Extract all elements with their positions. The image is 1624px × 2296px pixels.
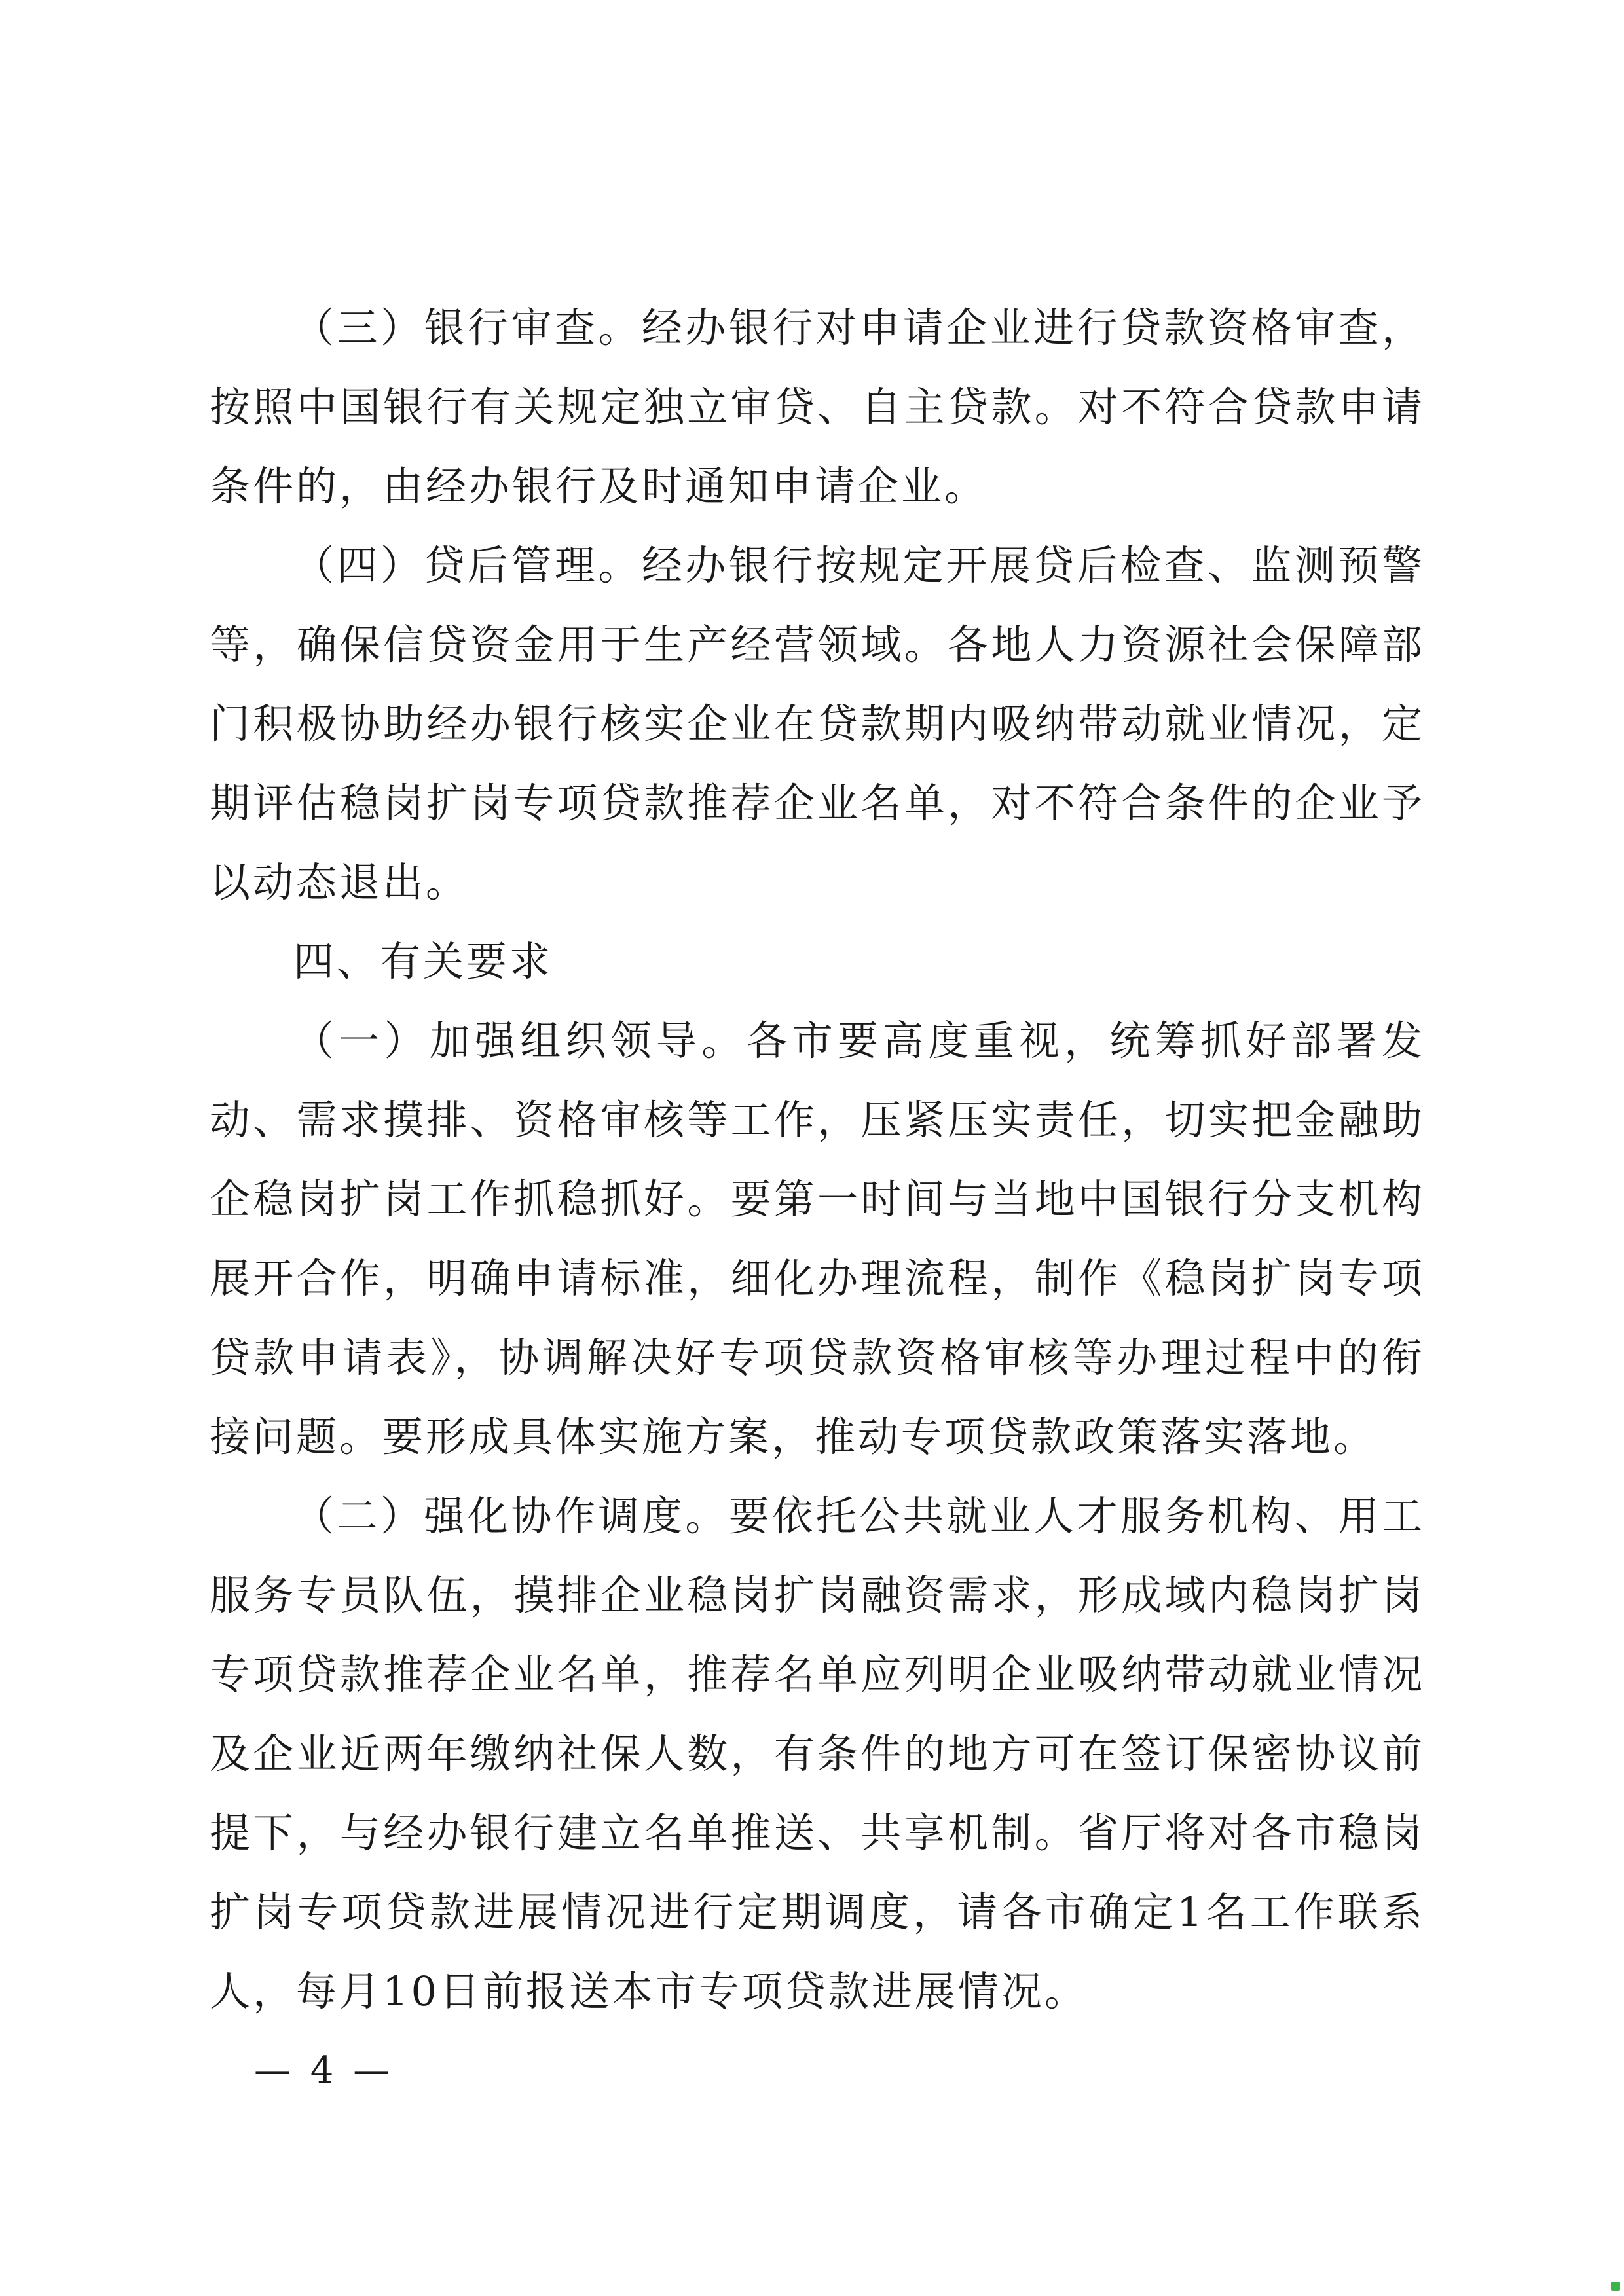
paragraph-coordination-scheduling: （二）强化协作调度。要依托公共就业人才服务机构、用工服务专员队伍，摸排企业稳岗扩岗融资需求，形成域内稳岗扩岗专项贷款推荐企业名单，推荐名单应列明企业吸纳带动就业情况及企业近两年缴纳社保人数，有条件的地方可在签订保密协议前提下，与经办银行建立名单推送、共享机制。省厅将对各市稳岗扩岗专项贷款进展情况进行定期调度，请各市确定1名工作联系人，每月10日前报送本市专项贷款进展情况。 [210,1492,1425,2015]
section-heading-requirements: 四、有关要求 [293,938,553,985]
corner-mark-icon [1611,2282,1620,2291]
paragraph-post-loan-management: （四）贷后管理。经办银行按规定开展贷后检查、监测预警等，确保信贷资金用于生产经营领域。各地人力资源社会保障部门积极协助经办银行核实企业在贷款期内吸纳带动就业情况，定期评估稳岗扩岗专项贷款推荐企业名单，对不符合条件的企业予以动态退出。 [210,541,1425,906]
paragraph-organizational-leadership: （一）加强组织领导。各市要高度重视，统筹抓好部署发动、需求摸排、资格审核等工作，压紧压实责任，切实把金融助企稳岗扩岗工作抓稳抓好。要第一时间与当地中国银行分支机构展开合作，明确申请标准，细化办理流程，制作《稳岗扩岗专项贷款申请表》，协调解决好专项贷款资格审核等办理过程中的衔接问题。要形成具体实施方案，推动专项贷款政策落实落地。 [210,1017,1425,1461]
document-body [210,288,1425,2031]
page-number: — 4 — [254,2049,394,2092]
paragraph-bank-review: （三）银行审查。经办银行对申请企业进行贷款资格审查，按照中国银行有关规定独立审贷、自主贷款。对不符合贷款申请条件的，由经办银行及时通知申请企业。 [210,304,1425,510]
